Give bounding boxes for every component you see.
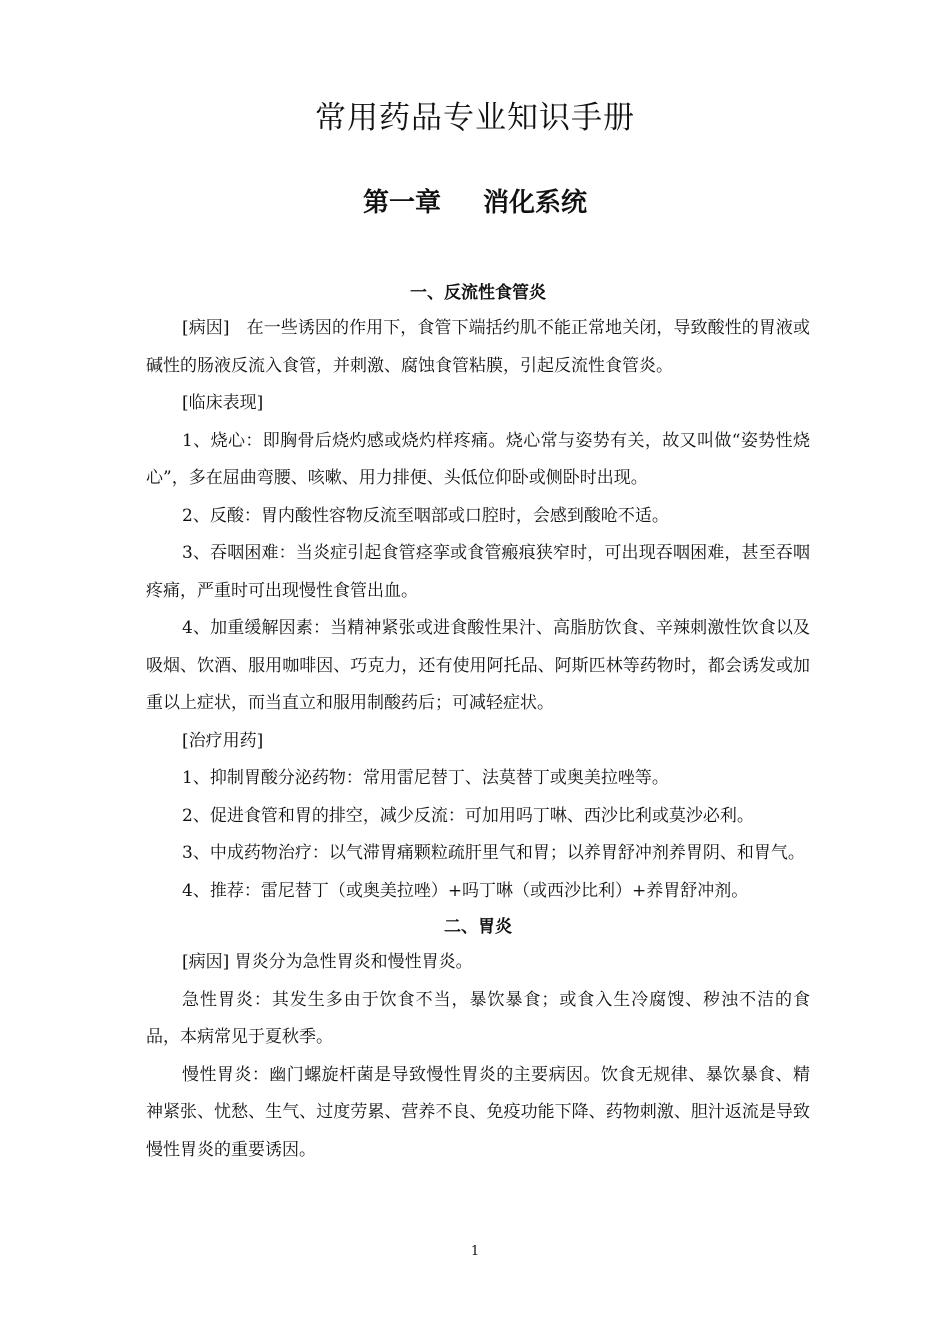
document-title: 常用药品专业知识手册 [315,100,635,136]
paragraph-recommendation: 4、推荐：雷尼替丁（或奥美拉唑）+吗丁啉（或西沙比利）+养胃舒冲剂。 [182,880,749,901]
paragraph-aggravating-factors: 4、加重缓解因素：当精神紧张或进食酸性果汁、高脂肪饮食、辛辣刺激性饮食以及吸烟、饮酒、服用咖啡因、巧克力，还有使用阿托品、阿斯匹林等药物时，都会诱发或加重以上症状，而当直立和服用制酸药后；可减轻症状。 [146,618,810,713]
paragraph-cause: [病因] 在一些诱因的作用下，食管下端括约肌不能正常地关闭，导致酸性的胃液或碱性的肠液反流入食管，并刺激、腐蚀食管粘膜，引起反流性食管炎。 [146,318,810,376]
paragraph-acute-gastritis: 急性胃炎：其发生多由于饮食不当，暴饮暴食；或食入生冷腐馊、秽浊不洁的食品，本病常见于夏秋季。 [146,989,810,1047]
page-number: 1 [470,1244,480,1259]
document-body [146,276,810,1169]
paragraph-treatment-label: [治疗用药] [182,730,264,751]
chapter-number: 第一章 [362,188,441,218]
paragraph-clinical-label: [临床表现] [182,393,264,413]
paragraph-heartburn: 1、烧心：即胸骨后烧灼感或烧灼样疼痛。烧心常与姿势有关，故又叫做“姿势性烧心”，多在屈曲弯腰、咳嗽、用力排便、头低位仰卧或侧卧时出现。 [146,430,810,488]
paragraph-gastritis-cause: [病因] 胃炎分为急性胃炎和慢性胃炎。 [182,952,473,972]
paragraph-acid-suppression: 1、抑制胃酸分泌药物：常用雷尼替丁、法莫替丁或奥美拉唑等。 [182,768,669,788]
section-reflux-esophagitis [146,276,810,910]
paragraph-acid-reflux: 2、反酸：胃内酸性容物反流至咽部或口腔时，会感到酸呛不适。 [182,505,669,526]
section-gastritis [146,910,810,1169]
paragraph-dysphagia: 3、吞咽困难：当炎症引起食管痉挛或食管瘢痕狭窄时，可出现吞咽困难，甚至吞咽疼痛，严重时可出现慢性食管出血。 [146,543,810,601]
chapter-heading [0,185,950,221]
section-heading: 二、胃炎 [444,917,512,937]
chapter-name: 消化系统 [483,188,588,218]
paragraph-prokinetics: 2、促进食管和胃的排空，减少反流：可加用吗丁啉、西沙比利或莫沙必利。 [182,805,754,826]
paragraph-chronic-gastritis: 慢性胃炎：幽门螺旋杆菌是导致慢性胃炎的主要病因。饮食无规律、暴饮暴食、精神紧张、忧愁、生气、过度劳累、营养不良、免疫功能下降、药物刺激、胆汁返流是导致慢性胃炎的重要诱因。 [146,1064,810,1160]
section-heading: 一、反流性食管炎 [410,283,546,303]
paragraph-chinese-medicine: 3、中成药物治疗：以气滞胃痛颗粒疏肝里气和胃；以养胃舒冲剂养胃阴、和胃气。 [182,843,805,863]
